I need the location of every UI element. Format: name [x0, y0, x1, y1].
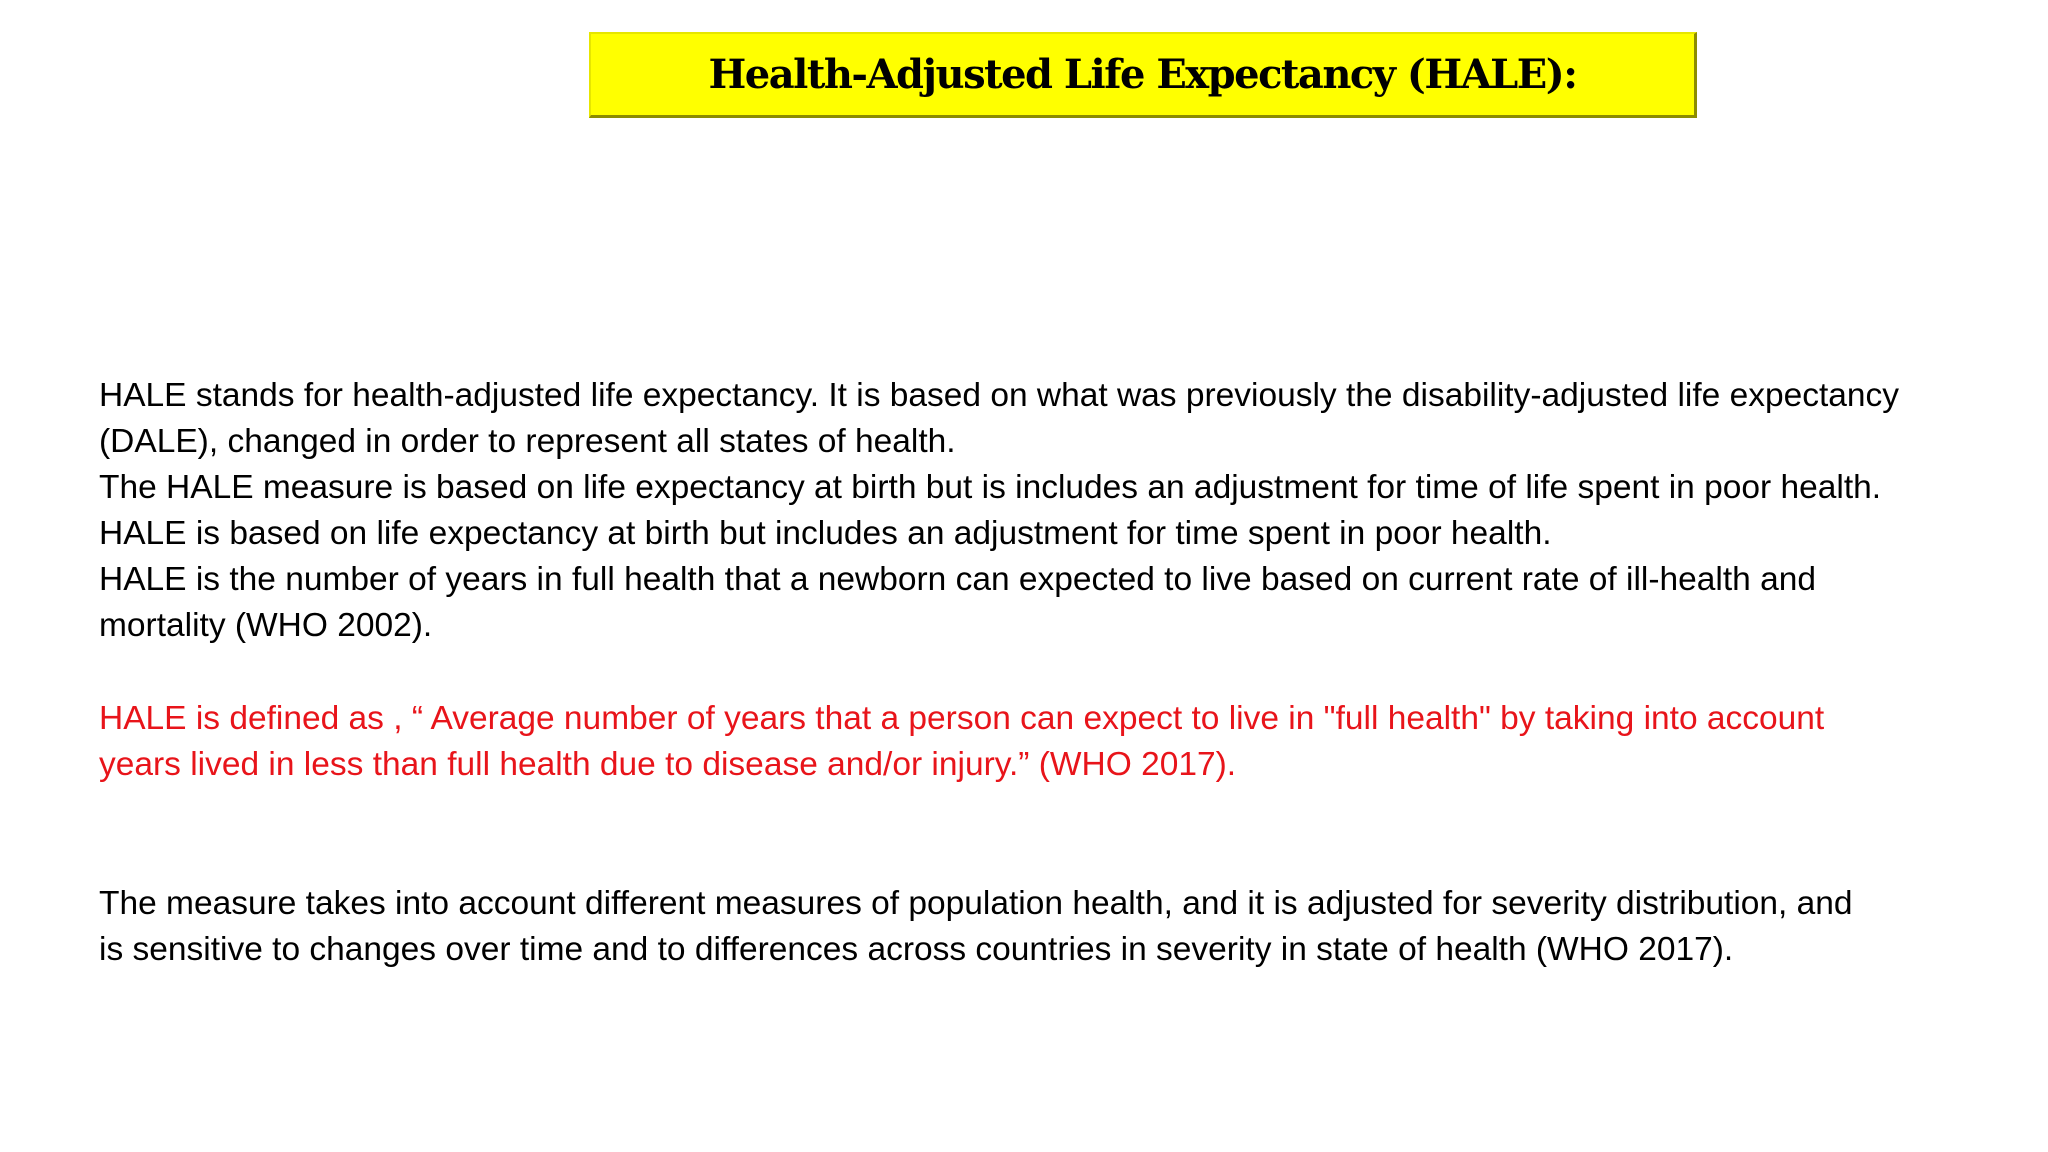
- text-line: The HALE measure is based on life expectancy at birth but is includes an adjustment for time of life spent in poor health.: [99, 469, 1882, 506]
- text-line: The measure takes into account different measures of population health, and it is adjusted for severity distribution, and: [99, 885, 1853, 922]
- text-line: HALE is the number of years in full health that a newborn can expected to live based on current rate of ill-health and: [99, 561, 1816, 598]
- text-line: HALE stands for health-adjusted life expectancy. It is based on what was previously the disability-adjusted life expectancy: [99, 377, 1900, 414]
- slide-title: Health-Adjusted Life Expectancy (HALE):: [708, 51, 1577, 98]
- text-line: (DALE), changed in order to represent all states of health.: [99, 423, 956, 460]
- paragraph-hale-overview: [99, 373, 2019, 649]
- text-line: years lived in less than full health due to disease and/or injury.” (WHO 2017).: [99, 746, 1237, 783]
- text-line: HALE is defined as , “ Average number of years that a person can expect to live in "full health" by taking into account: [99, 700, 1825, 737]
- paragraph-hale-definition: [99, 696, 2019, 788]
- text-line: HALE is based on life expectancy at birth but includes an adjustment for time spent in poor health.: [99, 515, 1552, 552]
- title-banner: [589, 32, 1697, 118]
- paragraph-hale-measure: [99, 881, 2019, 973]
- text-line: mortality (WHO 2002).: [99, 607, 433, 644]
- text-line: is sensitive to changes over time and to differences across countries in severity in state of health (WHO 2017).: [99, 931, 1734, 968]
